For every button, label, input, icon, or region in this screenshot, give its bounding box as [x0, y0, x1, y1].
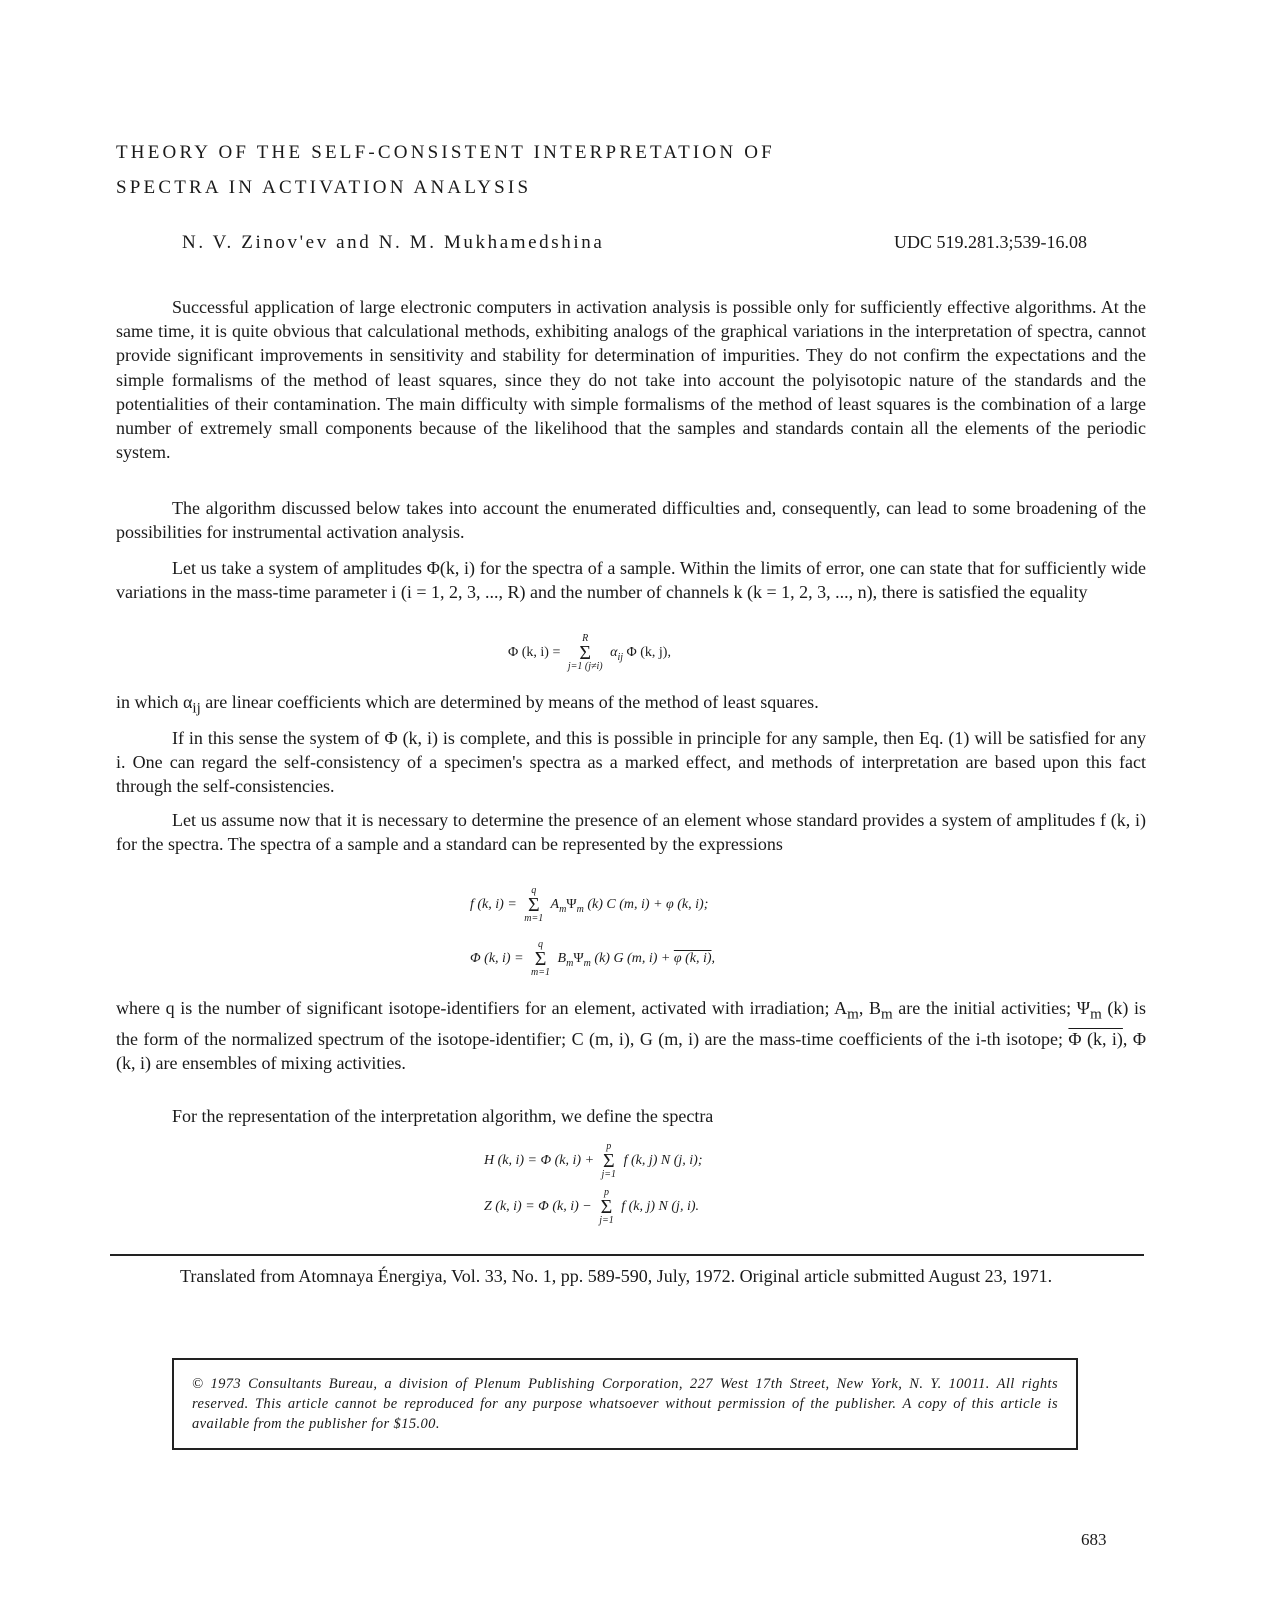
eq2-lhs: f (k, i) =	[470, 897, 517, 913]
eq3-psi-sub: m	[583, 958, 591, 970]
copyright-text: © 1973 Consultants Bureau, a division of Plenum Publishing Corporation, 227 West 17th Street, New York, N. Y. 10011. All rights reserved. This article cannot be reproduced for any purpose whatsoever without permission of the publisher. A copy of this article is available from the publisher for $15.00.	[192, 1376, 1058, 1432]
eq4-lhs: H (k, i) = Φ (k, i) +	[484, 1153, 595, 1169]
equation-3	[470, 940, 715, 978]
paragraph-isotopes	[116, 996, 1146, 1075]
paragraph-coefficients	[116, 690, 1146, 721]
eq3-sum-top: q	[538, 939, 544, 950]
eq5-rhs-tail: f (k, j) N (j, i).	[621, 1199, 699, 1215]
copyright-box	[172, 1358, 1078, 1450]
p7-c: are the initial activities; Ψ	[892, 998, 1091, 1018]
equation-1	[508, 634, 671, 672]
p7-e: , Φ (k, i) are ensembles of mixing activities.	[116, 1028, 1146, 1073]
eq2-sum: q Σ m=1	[524, 885, 544, 924]
authors: N. V. Zinov'ev and N. M. Mukhamedshina	[182, 232, 605, 253]
eq3-lhs: Φ (k, i) =	[470, 951, 524, 967]
p7-b: , B	[858, 998, 881, 1018]
eq2-psi-sub: m	[576, 904, 584, 916]
eq4-sum-bottom: j=1	[601, 1169, 617, 1180]
eq3-rhs-end: ,	[711, 951, 716, 967]
p7-a: where q is the number of significant isotope-identifiers for an element, activated with irradiation; A	[116, 998, 848, 1018]
eq1-alpha: α	[610, 645, 618, 661]
eq1-sum-bottom: j=1 (j≠i)	[567, 661, 603, 672]
eq5-sum: p Σ j=1	[599, 1187, 614, 1226]
eq1-alpha-sub: ij	[617, 652, 623, 664]
paragraph-intro: Successful application of large electronic computers in activation analysis is possible only for sufficiently effective algorithms. At the same time, it is quite obvious that calculational methods, exhibiting analogs of the graphical variations in the interpretation of spectra, cannot provide significant improvements in sensitivity and stability for determination of impurities. They do not confirm the expectations and the simple formalisms of the method of least squares, since they do not take into account the polyisotopic nature of the standards and the potentialities of their contamination. The main difficulty with simple formalisms of the method of least squares is the combination of a large number of extremely small components because of the likelihood that the samples and standards contain all the elements of the periodic system.	[116, 297, 1146, 463]
equation-4	[484, 1142, 702, 1180]
paragraph-completeness: If in this sense the system of Φ (k, i) is complete, and this is possible in principle for any sample, then Eq. (1) will be satisfied for any i. One can regard the self-consistency of a specimen's spectra as a marked effect, and methods of interpretation are based upon this fact through the self-consistencies.	[116, 728, 1146, 797]
eq3-b-sub: m	[566, 958, 574, 970]
eq4-sum: p Σ j=1	[601, 1141, 617, 1180]
eq2-rhs-tail: (k) C (m, i) + φ (k, i);	[583, 897, 709, 913]
eq3-rhs-tail: (k) G (m, i) +	[590, 951, 674, 967]
eq3-overlined-phi: φ (k, i)	[673, 951, 712, 967]
p7-overlined-phi: Φ (k, i)	[1068, 1028, 1123, 1049]
eq3-psi: Ψ	[573, 951, 584, 967]
eq3-sum-bottom: m=1	[531, 967, 551, 978]
paragraph-spectra: For the representation of the interpretation algorithm, we define the spectra	[172, 1106, 714, 1126]
eq1-rhs-tail: Φ (k, j),	[626, 645, 671, 661]
p7-sub-3: m	[1090, 1006, 1102, 1023]
eq1-sum: R Σ j=1 (j≠i)	[567, 633, 603, 672]
paragraph-standard: Let us assume now that it is necessary to determine the presence of an element whose standard provides a system of amplitudes f (k, i) for the spectra. The spectra of a sample and a standard can be represented by the expressions	[116, 810, 1146, 855]
equation-5	[484, 1188, 699, 1226]
paragraph-algorithm: The algorithm discussed below takes into account the enumerated difficulties and, consequently, can lead to some broadening of the possibilities for instrumental activation analysis.	[116, 498, 1146, 543]
eq1-sum-top: R	[582, 633, 589, 644]
footnote-translation: Translated from Atomnaya Énergiya, Vol. 33, No. 1, pp. 589-590, July, 1972. Original article submitted August 23, 1971.	[180, 1266, 1053, 1286]
title-line-2: SPECTRA IN ACTIVATION ANALYSIS	[116, 177, 532, 198]
title-line-1: THEORY OF THE SELF-CONSISTENT INTERPRETATION OF	[116, 142, 775, 163]
p4-after: are linear coefficients which are determined by means of the method of least squares.	[200, 692, 819, 712]
eq3-b: B	[557, 951, 567, 967]
p7-sub-2: m	[881, 1006, 893, 1023]
paragraph-amplitudes: Let us take a system of amplitudes Φ(k, i) for the spectra of a sample. Within the limits of error, one can state that for sufficiently wide variations in the mass-time parameter i (i = 1, 2, 3, ..., R) and the number of channels k (k = 1, 2, 3, ..., n), there is satisfied the equality	[116, 558, 1146, 603]
eq5-sum-top: p	[603, 1187, 609, 1198]
eq2-sum-bottom: m=1	[524, 913, 544, 924]
eq3-sum: q Σ m=1	[531, 939, 551, 978]
p4-sub: ij	[192, 700, 201, 717]
p7-sub-1: m	[847, 1006, 859, 1023]
eq2-psi: Ψ	[566, 897, 577, 913]
eq4-sum-top: p	[606, 1141, 612, 1152]
eq5-sum-bottom: j=1	[599, 1215, 614, 1226]
p4-before: in which α	[116, 692, 193, 712]
eq1-lhs: Φ (k, i) =	[508, 645, 561, 661]
eq2-sum-top: q	[531, 885, 537, 896]
udc-code: UDC 519.281.3;539-16.08	[894, 232, 1087, 252]
equation-2	[470, 886, 708, 924]
eq2-a: A	[550, 897, 560, 913]
page-number: 683	[1081, 1530, 1107, 1549]
eq2-a-sub: m	[559, 904, 567, 916]
eq5-lhs: Z (k, i) = Φ (k, i) −	[484, 1199, 592, 1215]
eq4-rhs-tail: f (k, j) N (j, i);	[623, 1153, 703, 1169]
p7-d: (k) is the form of the normalized spectrum of the isotope-identifier; C (m, i), G (m, i) are the mass-time coefficients of the i-th isotope;	[116, 998, 1146, 1049]
footnote-rule	[110, 1254, 1144, 1256]
